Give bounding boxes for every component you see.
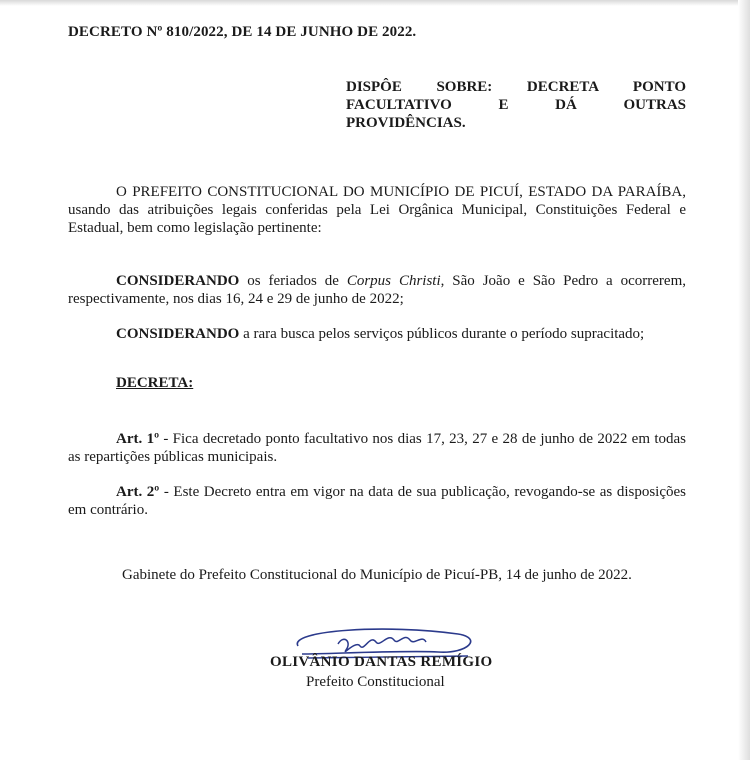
considerando-2-keyword: CONSIDERANDO (116, 326, 240, 342)
preamble-line-2: usando das atribuições legais conferidas pela Lei Orgânica Municipal, Constituições Federal e (68, 202, 686, 218)
corpus-christi-text: Corpus Christi (346, 273, 441, 289)
signatory-role: Prefeito Constitucional (306, 674, 445, 690)
considerando-2-text: a rara busca pelos serviços públicos durante o período supracitado; (239, 326, 645, 342)
ementa-line-3: PROVIDÊNCIAS. (346, 115, 466, 131)
considerando-1-text-a: os feriados de (239, 273, 347, 289)
art-1-label: Art. 1º (116, 431, 160, 447)
art-1-line-1 (68, 430, 686, 448)
considerando-1-paragraph (68, 272, 686, 308)
considerando-1-text-b: , São João e São Pedro a ocorrerem, (440, 273, 686, 289)
considerando-1-line-2: respectivamente, nos dias 16, 24 e 29 de junho de 2022; (68, 291, 404, 307)
page-right-shadow (738, 0, 750, 760)
considerando-2-line-1 (68, 325, 686, 343)
preamble-paragraph (68, 183, 686, 237)
ementa-line-2: FACULTATIVO E DÁ OUTRAS (346, 97, 686, 113)
gabinete-line: Gabinete do Prefeito Constitucional do Município de Picuí-PB, 14 de junho de 2022. (122, 567, 632, 583)
art-2-label: Art. 2º (116, 484, 160, 500)
considerando-1-keyword: CONSIDERANDO (116, 273, 240, 289)
considerando-2-paragraph (68, 325, 686, 343)
preamble-line-1: O PREFEITO CONSTITUCIONAL DO MUNICÍPIO DE PICUÍ, ESTADO DA PARAÍBA, (116, 184, 686, 200)
art-2-line-1 (68, 483, 686, 501)
decreta-heading: DECRETA: (116, 375, 194, 391)
art-1-text: - Fica decretado ponto facultativo nos dias 17, 23, 27 e 28 de junho de 2022 em todas (159, 431, 686, 447)
art-2-text: - Este Decreto entra em vigor na data de sua publicação, revogando-se as disposições (159, 484, 686, 500)
preamble-line-3: Estadual, bem como legislação pertinente: (68, 220, 322, 236)
considerando-1-line-1 (68, 272, 686, 290)
page-top-shadow (0, 0, 750, 6)
decree-title: DECRETO Nº 810/2022, DE 14 DE JUNHO DE 2022. (68, 24, 417, 40)
art-1-line-2: as repartições públicas municipais. (68, 449, 278, 465)
art-2-line-2: em contrário. (68, 502, 148, 518)
decree-ementa (346, 78, 686, 132)
signatory-name: OLIVÂNIO DANTAS REMÍGIO (270, 654, 493, 670)
art-1-paragraph (68, 430, 686, 466)
art-2-paragraph (68, 483, 686, 519)
ementa-line-1: DISPÔE SOBRE: DECRETA PONTO (346, 79, 686, 95)
